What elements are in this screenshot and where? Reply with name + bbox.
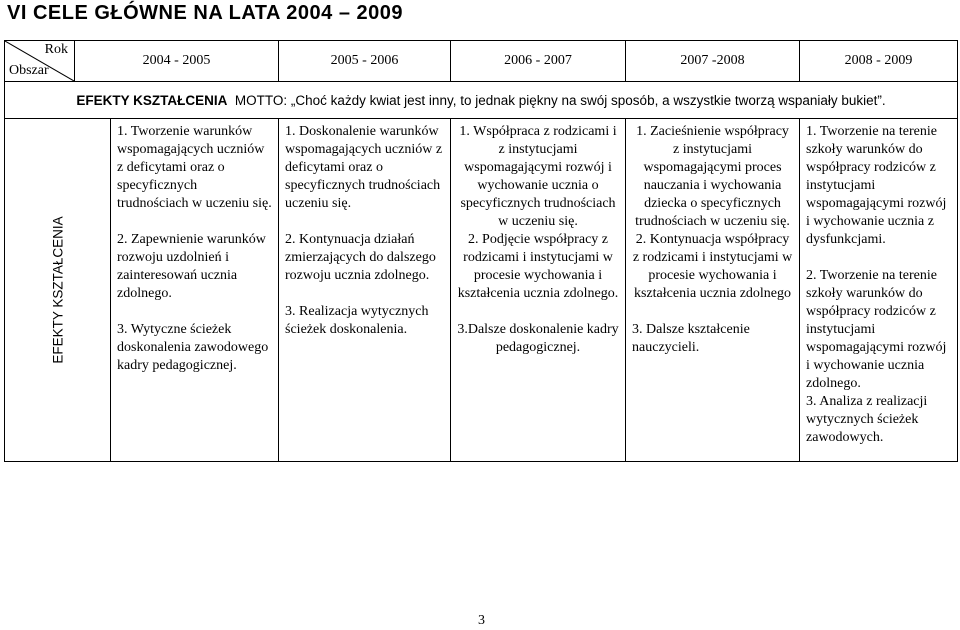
- year-header: 2004 - 2005: [75, 41, 279, 82]
- motto-text: MOTTO: „Choć każdy kwiat jest inny, to jednak piękny na swój sposób, a wszystkie tworzą wspaniały bukiet”.: [234, 92, 886, 108]
- goal-3: 3. Analiza z realizacji wytycznych ścieżek zawodowych.: [806, 394, 928, 445]
- rok-obszar-header: [5, 41, 75, 82]
- page-title: VI CELE GŁÓWNE NA LATA 2004 – 2009: [7, 2, 403, 24]
- goal-1: 1. Tworzenie na terenie szkoły warunków do współpracy rodziców z instytucjami wspomagającymi rozwój i wychowanie ucznia z dysfunkcjami.: [806, 124, 947, 247]
- side-label: EFEKTY KSZTAŁCENIA: [50, 216, 65, 364]
- goal-3: 3.Dalsze doskonalenie kadry pedagogicznej.: [457, 322, 619, 355]
- goals-cell-2006-2007: [451, 119, 626, 462]
- year-header: 2005 - 2006: [279, 41, 451, 82]
- goal-2: 2. Podjęcie współpracy z rodzicami i instytucjami w procesie wychowania i kształcenia ucznia zdolnego.: [457, 232, 619, 301]
- goal-2: 2. Kontynuacja współpracy z rodzicami i instytucjami w procesie wychowania i kształcenia ucznia zdolnego: [632, 232, 793, 301]
- goals-cell-2004-2005: [111, 119, 279, 462]
- goal-3: 3. Realizacja wytycznych ścieżek doskonalenia.: [285, 304, 429, 337]
- motto-cell: [5, 82, 958, 119]
- side-label-cell: [5, 119, 111, 462]
- year-header: 2007 -2008: [626, 41, 800, 82]
- goals-cell-2005-2006: [279, 119, 451, 462]
- content-row: [5, 119, 958, 462]
- goal-1: 1. Współpraca z rodzicami i z instytucjami wspomagającymi rozwój i wychowanie ucznia o specyficznych trudnościach w uczeniu się.: [459, 124, 617, 229]
- page-number: 3: [478, 613, 485, 628]
- goal-1: 1. Tworzenie warunków wspomagających uczniów z deficytami oraz o specyficznych trudnościach w uczeniu się.: [117, 124, 272, 211]
- rok-label: Rok: [44, 42, 68, 57]
- year-header: 2006 - 2007: [451, 41, 626, 82]
- goal-1: 1. Doskonalenie warunków wspomagających uczniów z deficytami oraz o specyficznych trudnościach uczeniu się.: [285, 124, 443, 211]
- motto-row: [5, 82, 958, 119]
- obszar-label: Obszar: [9, 63, 49, 78]
- goal-3: 3. Wytyczne ścieżek doskonalenia zawodowego kadry pedagogicznej.: [117, 322, 269, 373]
- goal-2: 2. Tworzenie na terenie szkoły warunków do współpracy rodziców z instytucjami wspomagającymi rozwój i wychowanie ucznia zdolnego.: [806, 268, 947, 391]
- header-row: [5, 41, 958, 82]
- goals-cell-2007-2008: [626, 119, 800, 462]
- goals-table: [4, 40, 958, 462]
- goal-1: 1. Zacieśnienie współpracy z instytucjami wspomagającymi proces nauczania i wychowania dziecka o specyficznych trudnościach w uczeniu się.: [635, 124, 790, 229]
- goal-3: 3. Dalsze kształcenie nauczycieli.: [632, 322, 750, 355]
- goal-2: 2. Kontynuacja działań zmierzających do dalszego rozwoju ucznia zdolnego.: [285, 232, 436, 283]
- year-header: 2008 - 2009: [800, 41, 958, 82]
- goal-2: 2. Zapewnienie warunków rozwoju uzdolnień i zainteresowań ucznia zdolnego.: [117, 232, 266, 301]
- goals-cell-2008-2009: [800, 119, 958, 462]
- motto-lead: EFEKTY KSZTAŁCENIA: [76, 92, 228, 108]
